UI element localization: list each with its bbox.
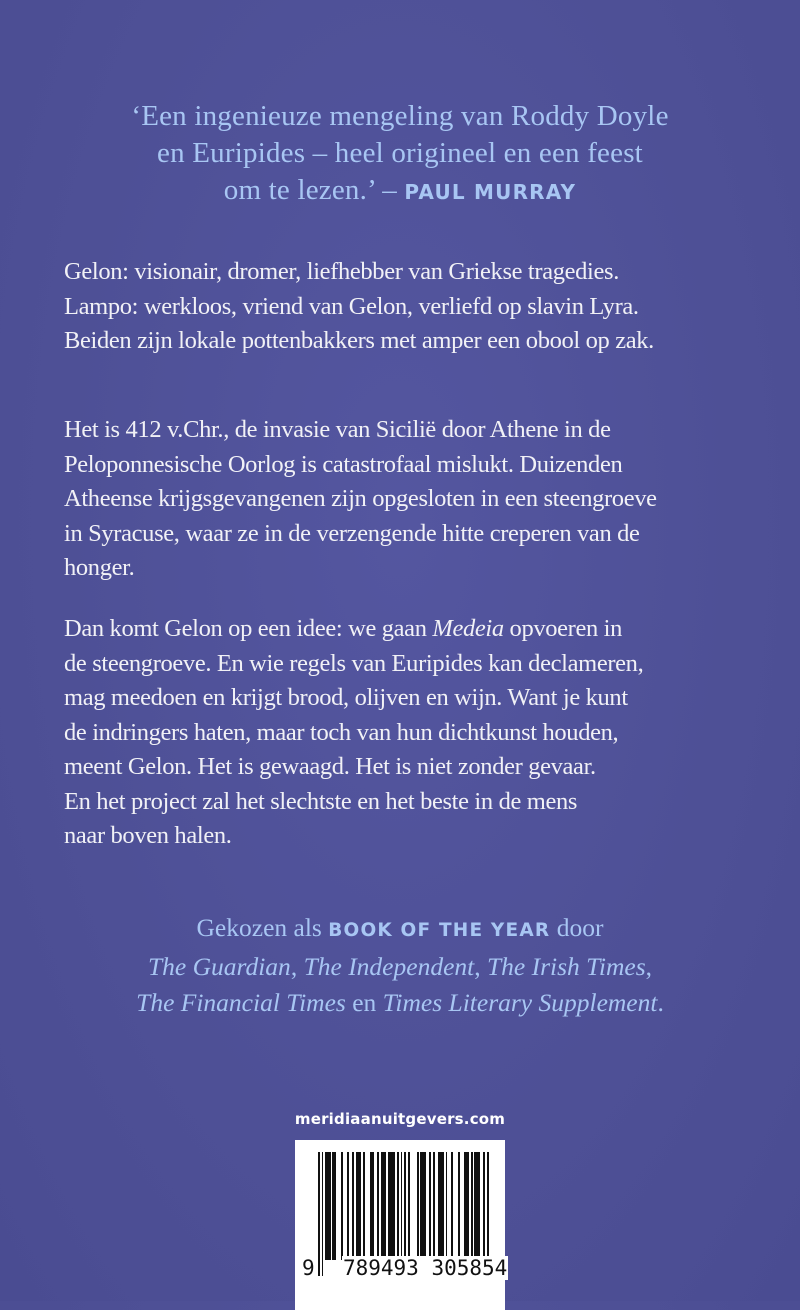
publisher-website: meridiaanuitgevers.com	[294, 1110, 506, 1128]
book-of-the-year-label: BOOK OF THE YEAR	[328, 920, 551, 941]
blurb-line: naar boven halen.	[64, 822, 232, 849]
blurb-line: meent Gelon. Het is gewaagd. Het is niet zonder gevaar.	[64, 753, 596, 780]
awards-section	[0, 910, 800, 1021]
blurb-paragraph-3	[64, 612, 784, 854]
quote-line-3	[0, 172, 800, 211]
blurb-line: mag meedoen en krijgt brood, olijven en wijn. Want je kunt	[64, 684, 628, 711]
separator: .	[657, 988, 664, 1017]
quote-line-1: ‘Een ingenieuze mengeling van Roddy Doyle	[131, 100, 669, 132]
quote-author: PAUL MURRAY	[404, 180, 577, 204]
quote-line-2: en Euripides – heel origineel en een feest	[157, 137, 643, 169]
publication-guardian: The Guardian	[147, 952, 291, 981]
awards-line-1	[0, 910, 800, 949]
blurb-line: Peloponnesische Oorlog is catastrofaal mislukt. Duizenden	[64, 450, 623, 478]
awards-text: Gekozen als	[196, 913, 329, 942]
publication-irish-times: The Irish Times	[486, 952, 646, 981]
separator: ,	[645, 952, 653, 981]
blurb-line: En het project zal het slechtste en het beste in de mens	[64, 787, 578, 815]
blurb-line: de indringers haten, maar toch van hun dichtkunst houden,	[64, 718, 619, 746]
awards-text: door	[550, 913, 604, 942]
separator: ,	[290, 952, 304, 981]
blurb-line: honger.	[64, 554, 135, 581]
separator: ,	[474, 952, 487, 981]
isbn-barcode	[295, 1140, 508, 1310]
awards-line-2	[0, 949, 800, 985]
blurb-line: de steengroeve. En wie regels van Euripides kan declameren,	[64, 649, 644, 677]
awards-line-3	[0, 985, 800, 1021]
barcode-digits	[300, 1256, 508, 1280]
blurb-line: in Syracuse, waar ze in de verzengende hitte creperen van de	[64, 519, 640, 547]
quote-line-3-text: om te lezen.’ –	[223, 174, 397, 206]
publication-financial-times: The Financial Times	[136, 988, 346, 1017]
barcode-number: 789493 305854	[342, 1256, 508, 1280]
barcode-first-digit: 9	[302, 1256, 315, 1280]
blurb-line: Atheense krijgsgevangenen zijn opgesloten in een steengroeve	[64, 485, 657, 512]
blurb-line	[64, 612, 784, 647]
blurb-line: Lampo: werkloos, vriend van Gelon, verliefd op slavin Lyra.	[64, 292, 639, 320]
blurb-text: Dan komt Gelon op een idee: we gaan	[64, 615, 433, 642]
blurb-line: Gelon: visionair, dromer, liefhebber van Griekse tragedies.	[64, 258, 619, 285]
blurb-paragraph-2	[64, 413, 784, 586]
publication-independent: The Independent	[303, 952, 475, 981]
blurb-line: Het is 412 v.Chr., de invasie van Sicilië door Athene in de	[64, 416, 611, 443]
blurb-line: Beiden zijn lokale pottenbakkers met amper een obool op zak.	[64, 327, 654, 354]
blurb-text: opvoeren in	[503, 615, 623, 642]
separator: en	[345, 988, 383, 1017]
blurb-paragraph-1	[64, 255, 784, 359]
play-title-medeia: Medeia	[432, 615, 504, 642]
review-quote	[0, 98, 800, 211]
publication-tls: Times Literary Supplement	[382, 988, 658, 1017]
